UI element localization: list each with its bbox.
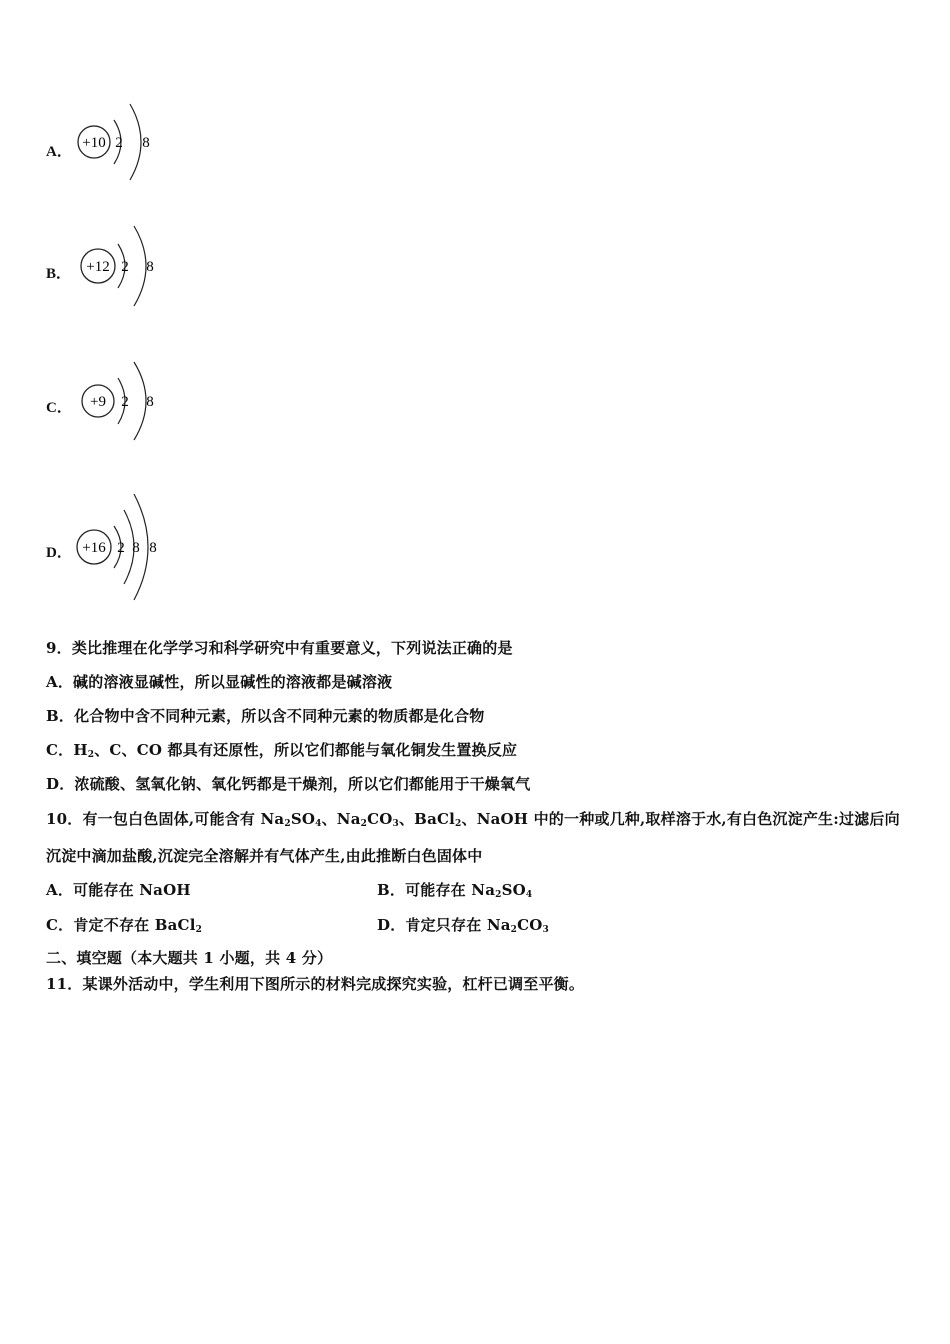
shell-electrons: 2 bbox=[115, 135, 123, 151]
q9-stem: 9．类比推理在化学学习和科学研究中有重要意义，下列说法正确的是 bbox=[46, 639, 513, 657]
atom-structure-diagram-c bbox=[78, 358, 168, 448]
shell-electrons: 8 bbox=[149, 540, 157, 556]
option-a-label: A． bbox=[46, 144, 72, 160]
option-b-label: B． bbox=[46, 266, 72, 282]
q10-option-b: B．可能存在 $Na_2SO_4$ bbox=[377, 881, 533, 900]
shell-electrons: 8 bbox=[146, 259, 154, 275]
shell-electrons: 2 bbox=[117, 540, 125, 556]
q10-stem-continued: 沉淀中滴加盐酸,沉淀完全溶解并有气体产生,由此推断白色固体中 bbox=[46, 847, 483, 865]
shell-electrons: 2 bbox=[121, 394, 129, 410]
option-d-label: D． bbox=[46, 545, 72, 561]
shell-electrons: 8 bbox=[142, 135, 150, 151]
q10-option-a: A．可能存在 NaOH bbox=[46, 881, 191, 899]
q9-option-b: B．化合物中含不同种元素，所以含不同种元素的物质都是化合物 bbox=[46, 707, 485, 725]
shell-electrons: 8 bbox=[132, 540, 140, 556]
q9-option-a: A．碱的溶液显碱性，所以显碱性的溶液都是碱溶液 bbox=[46, 673, 393, 691]
atom-structure-diagram-b bbox=[78, 222, 168, 312]
q10-stem: 10．有一包白色固体,可能含有 $Na_2SO_4$、$Na_2CO_3$、BaCl$_2$、NaOH 中的一种或几种,取样溶于水,有白色沉淀产生:过滤后向 bbox=[46, 810, 900, 829]
q9-option-d: D．浓硫酸、氢氧化钠、氧化钙都是干燥剂，所以它们都能用于干燥氧气 bbox=[46, 775, 531, 793]
option-c-label: C． bbox=[46, 400, 72, 416]
q9-option-c: C．$H_2$、C、CO 都具有还原性，所以它们都能与氧化铜发生置换反应 bbox=[46, 741, 518, 760]
atom-structure-diagram-a bbox=[74, 98, 164, 188]
q10-option-d: D．肯定只存在 $Na_2CO_3$ bbox=[377, 916, 550, 935]
nucleus-charge: +16 bbox=[82, 540, 106, 556]
nucleus-charge: +12 bbox=[86, 259, 110, 275]
section-heading: 二、填空题（本大题共 1 小题，共 4 分） bbox=[46, 949, 333, 967]
shell-electrons: 8 bbox=[146, 394, 154, 410]
nucleus-charge: +9 bbox=[90, 394, 106, 410]
nucleus-charge: +10 bbox=[82, 135, 106, 151]
shell-electrons: 2 bbox=[121, 259, 129, 275]
q11-stem: 11．某课外活动中，学生利用下图所示的材料完成探究实验，杠杆已调至平衡。 bbox=[46, 975, 585, 993]
atom-structure-diagram-d bbox=[74, 488, 174, 608]
q10-option-c: C．肯定不存在 BaCl$_2$ bbox=[46, 916, 203, 935]
